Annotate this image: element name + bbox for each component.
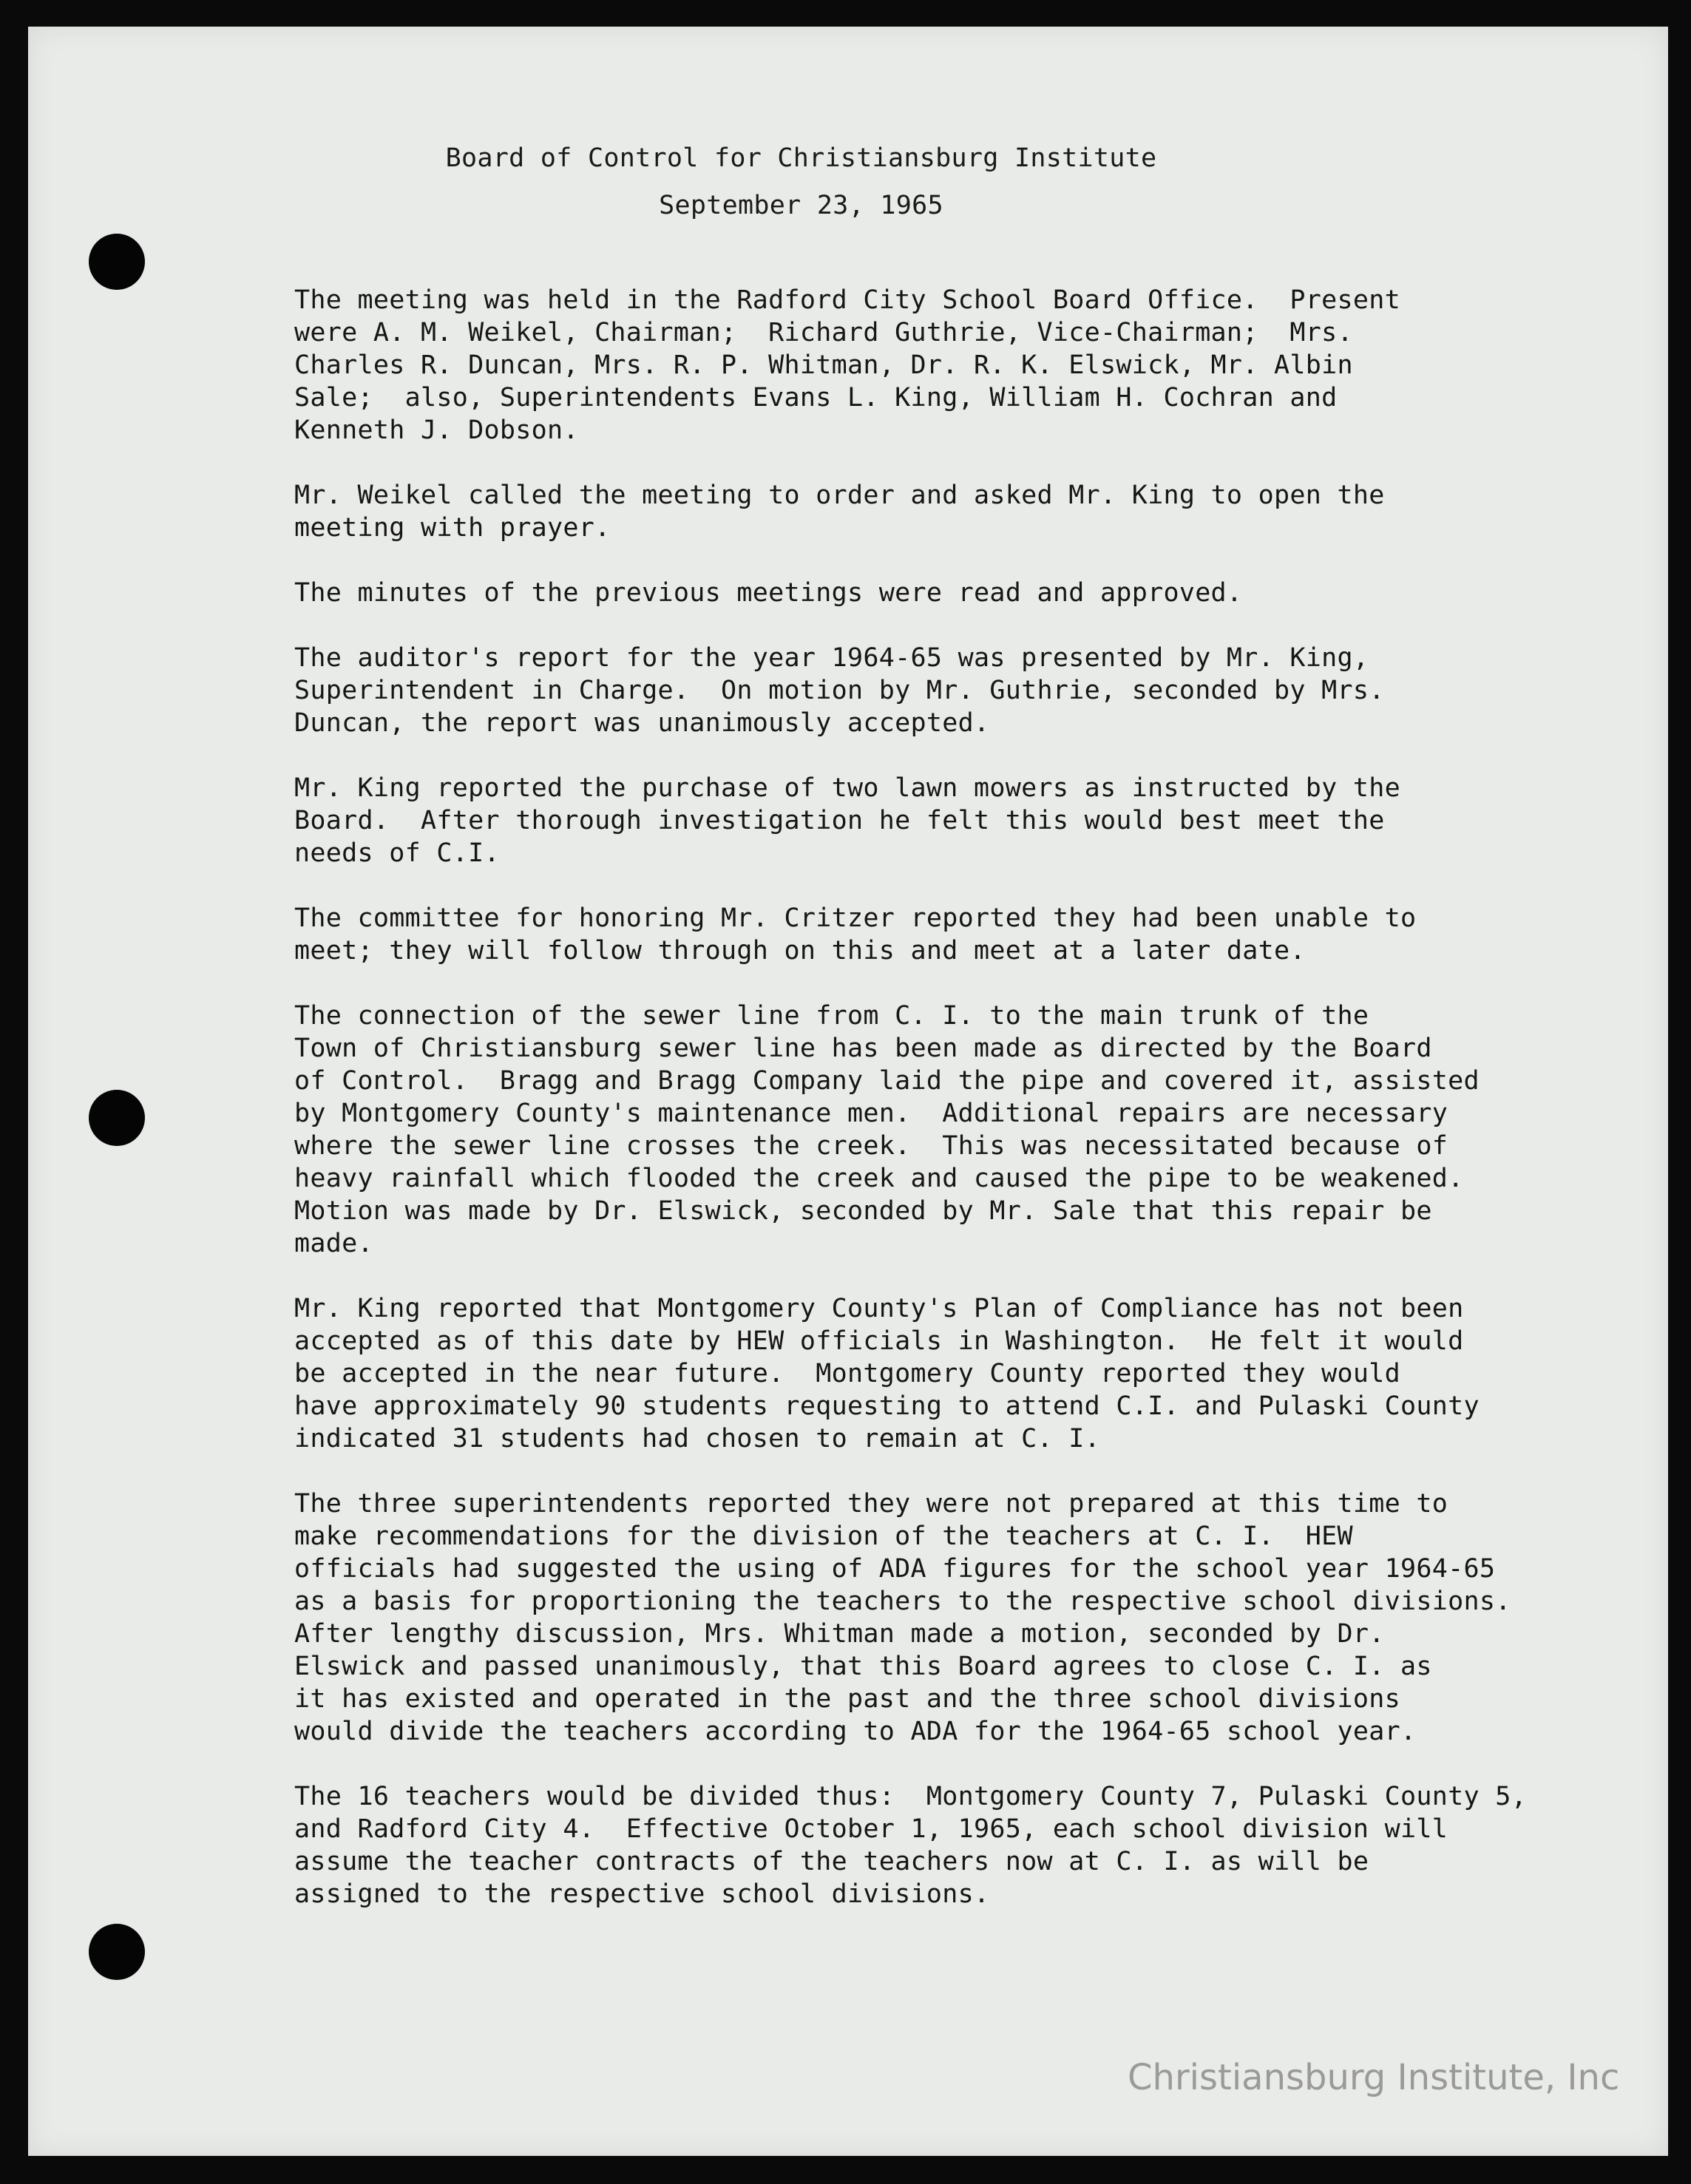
text-line: Charles R. Duncan, Mrs. R. P. Whitman, Dr. R. K. Elswick, Mr. Albin (294, 350, 1353, 380)
text-line: Elswick and passed unanimously, that this Board agrees to close C. I. as (294, 1652, 1432, 1681)
document-date: September 23, 1965 (659, 191, 943, 220)
text-line: Superintendent in Charge. On motion by Mr. Guthrie, seconded by Mrs. (294, 676, 1385, 705)
text-line: it has existed and operated in the past and the three school divisions (294, 1684, 1401, 1714)
punch-hole (89, 1924, 145, 1980)
punch-hole (89, 1090, 145, 1146)
text-line: assume the teacher contracts of the teachers now at C. I. as will be (294, 1847, 1369, 1876)
text-line: Duncan, the report was unanimously accepted. (294, 708, 990, 738)
text-line: The three superintendents reported they were not prepared at this time to (294, 1489, 1448, 1519)
text-line: as a basis for proportioning the teachers to the respective school divisions. (294, 1587, 1511, 1616)
text-line: accepted as of this date by HEW officials in Washington. He felt it would (294, 1326, 1464, 1356)
text-line: Motion was made by Dr. Elswick, seconded by Mr. Sale that this repair be (294, 1196, 1432, 1226)
text-line: of Control. Bragg and Bragg Company laid the pipe and covered it, assisted (294, 1066, 1480, 1096)
text-line: The connection of the sewer line from C. I. to the main trunk of the (294, 1001, 1369, 1031)
paragraph-call-to-order (294, 479, 1596, 544)
paragraph-sewer-line (294, 1000, 1596, 1260)
text-line: Sale; also, Superintendents Evans L. King, William H. Cochran and (294, 383, 1338, 413)
text-line: by Montgomery County's maintenance men. Additional repairs are necessary (294, 1099, 1448, 1128)
text-line: meeting with prayer. (294, 513, 611, 543)
text-line: The auditor's report for the year 1964-65 was presented by Mr. King, (294, 643, 1369, 673)
paragraph-teacher-allocation (294, 1780, 1596, 1910)
text-line: officials had suggested the using of ADA figures for the school year 1964-65 (294, 1554, 1496, 1584)
text-line: Mr. King reported the purchase of two lawn mowers as instructed by the (294, 773, 1401, 803)
text-line: be accepted in the near future. Montgomery County reported they would (294, 1359, 1401, 1388)
document-title: Board of Control for Christiansburg Institute (445, 143, 1157, 173)
paragraph-committee (294, 902, 1596, 967)
text-line: Kenneth J. Dobson. (294, 416, 579, 445)
text-line: where the sewer line crosses the creek. This was necessitated because of (294, 1131, 1448, 1161)
text-line: and Radford City 4. Effective October 1, 1965, each school division will (294, 1814, 1448, 1844)
paragraph-attendance (294, 284, 1596, 447)
text-line: make recommendations for the division of the teachers at C. I. HEW (294, 1522, 1353, 1551)
text-line: assigned to the respective school divisions. (294, 1879, 990, 1909)
text-line: have approximately 90 students requesting to attend C.I. and Pulaski County (294, 1391, 1480, 1421)
text-line: Board. After thorough investigation he felt this would best meet the (294, 806, 1385, 835)
text-line: would divide the teachers according to ADA for the 1964-65 school year. (294, 1717, 1417, 1746)
document-body (294, 284, 1596, 1943)
text-line: Town of Christiansburg sewer line has been made as directed by the Board (294, 1034, 1432, 1063)
text-line: were A. M. Weikel, Chairman; Richard Guthrie, Vice-Chairman; Mrs. (294, 318, 1353, 347)
watermark: Christiansburg Institute, Inc (1128, 2057, 1620, 2098)
text-line: Mr. Weikel called the meeting to order and asked Mr. King to open the (294, 481, 1385, 510)
text-line: After lengthy discussion, Mrs. Whitman made a motion, seconded by Dr. (294, 1619, 1385, 1649)
paragraph-auditor-report (294, 642, 1596, 739)
text-line: The committee for honoring Mr. Critzer reported they had been unable to (294, 903, 1417, 933)
text-line: needs of C.I. (294, 838, 500, 868)
text-line: heavy rainfall which flooded the creek and caused the pipe to be weakened. (294, 1164, 1464, 1193)
paragraph-plan-of-compliance (294, 1292, 1596, 1455)
text-line: made. (294, 1229, 373, 1258)
text-line: Mr. King reported that Montgomery County's Plan of Compliance has not been (294, 1294, 1464, 1323)
text-line: meet; they will follow through on this and meet at a later date. (294, 936, 1306, 966)
paragraph-lawn-mowers (294, 772, 1596, 869)
text-line: The 16 teachers would be divided thus: Montgomery County 7, Pulaski County 5, (294, 1782, 1527, 1811)
text-line: indicated 31 students had chosen to remain at C. I. (294, 1424, 1100, 1454)
paragraph-minutes (294, 577, 1596, 609)
text-line: The meeting was held in the Radford City School Board Office. Present (294, 285, 1401, 315)
text-line: The minutes of the previous meetings were read and approved. (294, 578, 1243, 608)
paragraph-teacher-division (294, 1488, 1596, 1748)
punch-hole (89, 234, 145, 290)
